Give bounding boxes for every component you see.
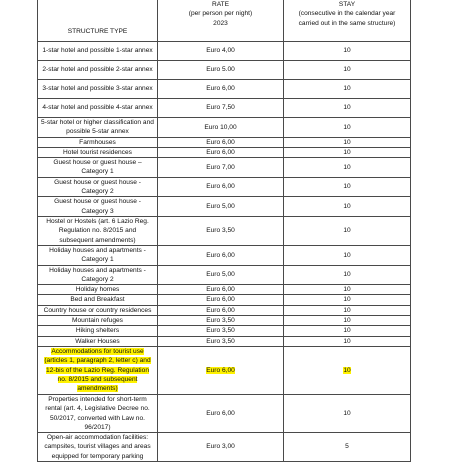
table-row xyxy=(38,99,411,118)
cell-type-text: Hostel or Hostels (art. 6 Lazio Reg. Regulation no. 8/2015 and subsequent amendments) xyxy=(46,218,149,244)
table-row xyxy=(38,394,411,432)
cell-type xyxy=(38,61,158,80)
cell-type-text: Holiday homes xyxy=(75,286,120,294)
cell-type-text: Guest house or guest house – Category 1 xyxy=(53,159,142,176)
cell-stay-text: 10 xyxy=(343,138,351,146)
cell-rate-text: Euro 6,00 xyxy=(206,409,235,417)
cell-type-text: 2-star hotel and possible 2-star annex xyxy=(42,66,153,74)
cell-stay xyxy=(284,285,411,295)
cell-stay xyxy=(284,346,411,394)
cell-type xyxy=(38,316,158,326)
cell-stay xyxy=(284,99,411,118)
cell-stay-text: 10 xyxy=(343,337,351,345)
cell-rate xyxy=(158,118,284,138)
cell-rate-text: Euro 3,50 xyxy=(206,317,235,325)
cell-rate-text: Euro 6,00 xyxy=(206,85,235,93)
cell-type-text: Holiday houses and apartments - Category 2 xyxy=(49,266,146,283)
cell-type xyxy=(38,285,158,295)
cell-rate xyxy=(158,336,284,346)
header-rate: RATE (per person per night) 2023 xyxy=(158,0,284,42)
cell-type xyxy=(38,158,158,178)
cell-type xyxy=(38,177,158,197)
cell-stay xyxy=(284,61,411,80)
cell-stay-text: 10 xyxy=(343,66,351,74)
cell-stay xyxy=(284,147,411,157)
cell-stay-text: 5 xyxy=(345,443,349,451)
cell-type xyxy=(38,295,158,305)
cell-stay-text: 10 xyxy=(343,286,351,294)
cell-rate xyxy=(158,305,284,315)
cell-stay xyxy=(284,158,411,178)
header-stay: STAY (consecutive in the calendar year carried out in the same structure) xyxy=(284,0,411,42)
cell-type-text: Properties intended for short-term rental (art. 4, Legislative Decree no. 50/2017, converted with Law no. 96/2017) xyxy=(45,395,150,431)
cell-type xyxy=(38,137,158,147)
cell-rate xyxy=(158,265,284,285)
table-row xyxy=(38,346,411,394)
cell-type xyxy=(38,265,158,285)
cell-stay-text: 10 xyxy=(343,296,351,304)
cell-rate xyxy=(158,295,284,305)
cell-type xyxy=(38,245,158,265)
cell-type-text: Country house or country residences xyxy=(43,306,152,314)
table-row xyxy=(38,336,411,346)
cell-rate xyxy=(158,245,284,265)
cell-type xyxy=(38,80,158,99)
cell-rate xyxy=(158,326,284,336)
cell-rate-text: Euro 6,00 xyxy=(206,366,235,374)
cell-type-text: 3-star hotel and possible 3-star annex xyxy=(42,85,153,93)
cell-rate xyxy=(158,61,284,80)
table-row xyxy=(38,265,411,285)
cell-type-text: Holiday houses and apartments - Category 1 xyxy=(49,246,146,264)
table-row xyxy=(38,137,411,147)
cell-stay xyxy=(284,80,411,99)
header-structure-type: STRUCTURE TYPE xyxy=(38,0,158,42)
cell-type xyxy=(38,346,158,394)
cell-stay xyxy=(284,394,411,432)
cell-stay xyxy=(284,177,411,197)
cell-type xyxy=(38,147,158,157)
cell-stay-text: 10 xyxy=(343,306,351,314)
cell-rate-text: Euro 3,50 xyxy=(206,227,235,235)
cell-stay xyxy=(284,118,411,138)
cell-type-text: Guest house or guest house - Category 3 xyxy=(54,198,141,215)
cell-type-text: 5-star hotel or higher classification and possible 5-star annex xyxy=(41,119,154,136)
cell-rate-text: Euro 3,00 xyxy=(206,443,235,451)
table-row xyxy=(38,285,411,295)
cell-stay-text: 10 xyxy=(343,47,351,55)
cell-rate xyxy=(158,285,284,295)
cell-rate-text: Euro 5,00 xyxy=(206,271,235,279)
table-row xyxy=(38,42,411,61)
cell-stay-text: 10 xyxy=(343,148,351,156)
cell-stay xyxy=(284,295,411,305)
cell-type xyxy=(38,326,158,336)
cell-rate xyxy=(158,394,284,432)
table-row xyxy=(38,158,411,178)
cell-stay xyxy=(284,197,411,217)
cell-stay-text: 10 xyxy=(343,183,351,191)
table-row xyxy=(38,197,411,217)
table-row xyxy=(38,177,411,197)
cell-stay xyxy=(284,305,411,315)
cell-rate-text: Euro 6,00 xyxy=(206,286,235,294)
cell-stay xyxy=(284,42,411,61)
cell-stay-text: 10 xyxy=(343,271,351,279)
cell-rate-text: Euro 3,50 xyxy=(206,337,235,345)
cell-rate-text: Euro 6,00 xyxy=(206,296,235,304)
cell-type-text: Walker Houses xyxy=(75,337,120,345)
table-row xyxy=(38,118,411,138)
cell-rate-text: Euro 4,00 xyxy=(206,47,235,55)
cell-rate xyxy=(158,158,284,178)
cell-rate xyxy=(158,197,284,217)
cell-type xyxy=(38,305,158,315)
cell-type xyxy=(38,216,158,245)
cell-stay xyxy=(284,326,411,336)
table-row xyxy=(38,305,411,315)
cell-stay-text: 10 xyxy=(343,104,351,112)
cell-type-text: Accommodations for tourist use (articles 1, paragraph 2, letter c) and 12-bis of the Lazio Reg. Regulation no. 8/2015 and subsequent amendments) xyxy=(44,348,151,393)
cell-rate-text: Euro 5.00 xyxy=(206,66,235,74)
cell-type xyxy=(38,118,158,138)
cell-rate xyxy=(158,147,284,157)
cell-stay-text: 10 xyxy=(343,327,351,335)
cell-type-text: Bed and Breakfast xyxy=(70,296,125,304)
cell-type xyxy=(38,99,158,118)
cell-rate xyxy=(158,137,284,147)
cell-rate-text: Euro 7,00 xyxy=(206,163,235,171)
cell-type-text: Mountain refuges xyxy=(72,317,123,325)
cell-rate-text: Euro 10,00 xyxy=(204,123,237,131)
cell-type-text: Guest house or guest house - Category 2 xyxy=(54,178,141,196)
cell-rate-text: Euro 6,00 xyxy=(206,251,235,259)
table-header-row xyxy=(38,0,411,42)
cell-stay-text: 10 xyxy=(343,227,351,235)
table-row xyxy=(38,316,411,326)
cell-rate-text: Euro 6,00 xyxy=(206,148,235,156)
table-row xyxy=(38,61,411,80)
cell-stay xyxy=(284,336,411,346)
cell-type xyxy=(38,197,158,217)
cell-stay xyxy=(284,245,411,265)
cell-type-text: Farmhouses xyxy=(79,138,116,146)
cell-rate-text: Euro 6,00 xyxy=(206,183,235,191)
cell-type xyxy=(38,42,158,61)
cell-rate xyxy=(158,433,284,462)
cell-rate-text: Euro 6,00 xyxy=(206,306,235,314)
table-body xyxy=(38,42,411,462)
cell-type xyxy=(38,336,158,346)
cell-rate xyxy=(158,216,284,245)
cell-stay-text: 10 xyxy=(343,85,351,93)
cell-rate xyxy=(158,346,284,394)
cell-type-text: Hotel tourist residences xyxy=(63,148,132,156)
table-row xyxy=(38,147,411,157)
cell-rate-text: Euro 7,50 xyxy=(206,104,235,112)
cell-stay-text: 10 xyxy=(343,123,351,131)
cell-stay-text: 10 xyxy=(343,317,351,325)
cell-rate xyxy=(158,80,284,99)
tourist-tax-table xyxy=(37,0,411,462)
cell-stay xyxy=(284,137,411,147)
cell-rate-text: Euro 5,00 xyxy=(206,203,235,211)
cell-stay-text: 10 xyxy=(343,366,351,374)
table-row xyxy=(38,80,411,99)
table-row xyxy=(38,216,411,245)
cell-stay-text: 10 xyxy=(343,203,351,211)
cell-rate xyxy=(158,42,284,61)
cell-rate xyxy=(158,99,284,118)
cell-stay xyxy=(284,316,411,326)
cell-type-text: 1-star hotel and possible 1-star annex xyxy=(42,47,153,55)
cell-type-text: Hiking shelters xyxy=(75,327,120,335)
cell-stay xyxy=(284,265,411,285)
cell-stay xyxy=(284,433,411,462)
cell-type xyxy=(38,433,158,462)
cell-type xyxy=(38,394,158,432)
table-row xyxy=(38,326,411,336)
cell-type-text: Open-air accommodation facilities: campsites, tourist villages and areas equipped for temporary parking xyxy=(44,434,151,460)
cell-rate-text: Euro 6,00 xyxy=(206,138,235,146)
cell-stay-text: 10 xyxy=(343,409,351,417)
cell-rate xyxy=(158,316,284,326)
table-row xyxy=(38,295,411,305)
cell-stay-text: 10 xyxy=(343,251,351,259)
cell-type-text: 4-star hotel and possible 4-star annex xyxy=(42,104,153,112)
cell-stay xyxy=(284,216,411,245)
cell-stay-text: 10 xyxy=(343,163,351,171)
cell-rate xyxy=(158,177,284,197)
table-row xyxy=(38,245,411,265)
cell-rate-text: Euro 3,50 xyxy=(206,327,235,335)
table-row xyxy=(38,433,411,462)
